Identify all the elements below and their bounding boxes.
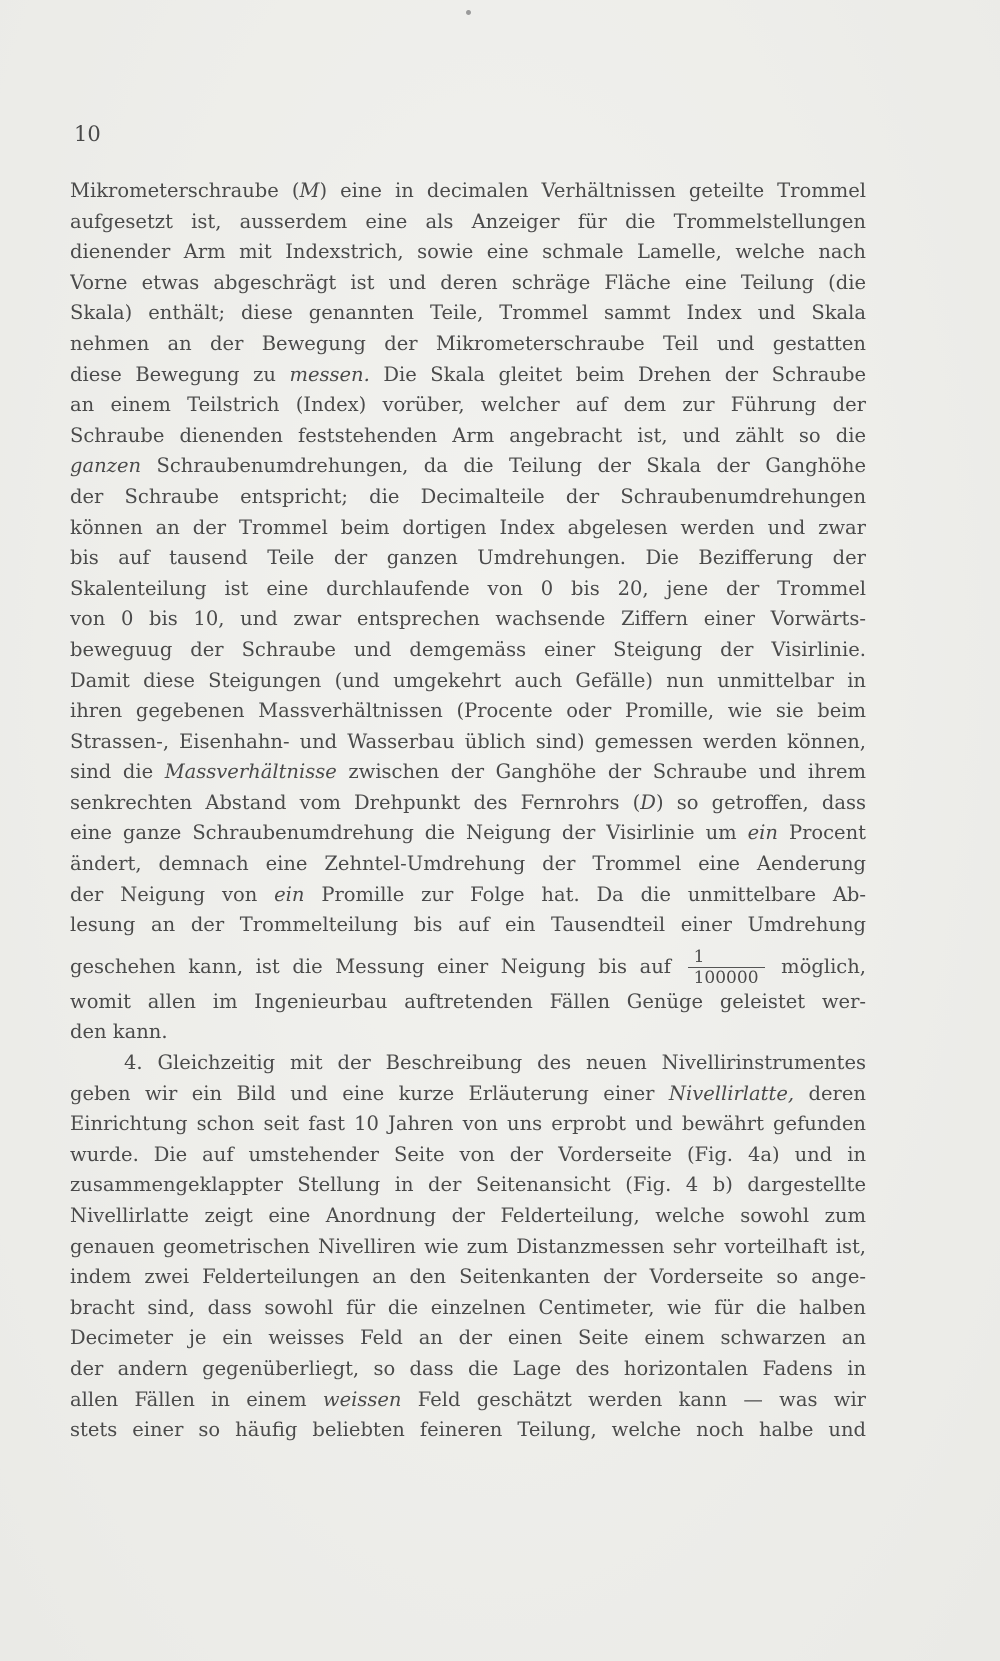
text-run: 4. Gleichzeitig mit der Beschreibung des neuen Nivellirinstrumentes — [124, 1051, 866, 1075]
italic-text: messen. — [289, 362, 370, 386]
text-run: der Schraube entspricht; die Decimalteile der Schraubenumdrehungen — [70, 484, 866, 508]
text-run: Decimeter je ein weisses Feld an der einen Seite einem schwarzen an — [70, 1326, 866, 1350]
text-run: ) so getroffen, dass — [655, 790, 866, 814]
text-line — [70, 666, 866, 697]
text-run: deren — [794, 1081, 866, 1105]
italic-text: Massverhältnisse — [164, 760, 337, 784]
text-line — [70, 910, 866, 941]
text-run: sind die — [70, 760, 165, 784]
italic-text: ein — [274, 882, 305, 906]
text-run: genauen geometrischen Nivelliren wie zum Distanzmessen sehr vorteilhaft ist, — [70, 1234, 866, 1258]
text-run: Feld geschätzt werden kann — was wir — [401, 1387, 866, 1411]
text-run: Mikrometerschraube ( — [70, 179, 300, 202]
text-line — [70, 818, 866, 849]
ink-dot — [466, 10, 471, 15]
text-run: Strassen-, Eisenhahn- und Wasserbau üblich sind) gemessen werden können, — [70, 729, 866, 753]
text-run: senkrechten Abstand vom Drehpunkt des Fernrohrs ( — [70, 790, 641, 814]
text-line — [70, 788, 866, 819]
text-run: diese Bewegung zu — [70, 362, 290, 386]
text-line — [70, 1262, 866, 1293]
text-line — [70, 390, 866, 421]
text-line — [70, 1415, 866, 1446]
text-line — [70, 987, 866, 1018]
text-run: Damit diese Steigungen (und umgekehrt auch Gefälle) nun unmittelbar in — [70, 668, 866, 692]
text-run: stets einer so häufig beliebten feineren Teilung, welche noch halbe und — [70, 1418, 866, 1442]
text-line — [70, 207, 866, 238]
text-line — [70, 176, 866, 207]
text-line — [70, 1048, 866, 1079]
text-line — [70, 757, 866, 788]
text-run: können an der Trommel beim dortigen Index abgelesen werden und zwar — [70, 515, 866, 539]
text-line — [70, 604, 866, 635]
text-run: geben wir ein Bild und eine kurze Erläuterung einer — [70, 1081, 669, 1105]
text-run: dienender Arm mit Indexstrich, sowie eine schmale Lamelle, welche nach — [70, 240, 866, 264]
text-line — [70, 513, 866, 544]
text-run: zusammengeklappter Stellung in der Seitenansicht (Fig. 4 b) dargestellte — [70, 1173, 866, 1197]
text-line — [70, 941, 866, 987]
text-line — [70, 1385, 866, 1416]
text-line — [70, 237, 866, 268]
text-run: Promille zur Folge hat. Da die unmittelbare Ab- — [304, 882, 866, 906]
text-run: bis auf tausend Teile der ganzen Umdrehungen. Die Bezifferung der — [70, 546, 866, 570]
page-number: 10 — [74, 122, 101, 146]
fraction-denominator: 100000 — [693, 967, 759, 987]
text-line — [70, 727, 866, 758]
text-line — [70, 1017, 866, 1048]
text-run: Skala) enthält; diese genannten Teile, Trommel sammt Index und Skala — [70, 301, 866, 325]
text-line — [70, 268, 866, 299]
text-line — [70, 1293, 866, 1324]
text-line — [70, 451, 866, 482]
text-run: lesung an der Trommelteilung bis auf ein Tausendteil einer Umdrehung — [70, 913, 866, 937]
text-run: bracht sind, dass sowohl für die einzelnen Centimeter, wie für die halben — [70, 1295, 866, 1319]
text-run: an einem Teilstrich (Index) vorüber, welcher auf dem zur Führung der — [70, 393, 866, 417]
text-line — [70, 1140, 866, 1171]
text-run: ihren gegebenen Massverhältnissen (Procente oder Promille, wie sie beim — [70, 699, 866, 723]
text-run: Einrichtung schon seit fast 10 Jahren von uns erprobt und bewährt gefunden — [70, 1112, 866, 1136]
text-run: womit allen im Ingenieurbau auftretenden Fällen Genüge geleistet wer- — [70, 989, 866, 1013]
italic-text: ein — [747, 821, 778, 845]
text-run: von 0 bis 10, und zwar entsprechen wachsende Ziffern einer Vorwärts- — [70, 607, 866, 631]
text-run: zwischen der Ganghöhe der Schraube und ihrem — [336, 760, 866, 784]
text-run: aufgesetzt ist, ausserdem eine als Anzeiger für die Trommelstellungen — [70, 209, 866, 233]
body-text — [70, 176, 866, 1446]
text-run: indem zwei Felderteilungen an den Seitenkanten der Vorderseite so ange- — [70, 1265, 866, 1289]
text-line — [70, 298, 866, 329]
text-line — [70, 696, 866, 727]
text-line — [70, 1323, 866, 1354]
italic-text: weissen — [322, 1387, 402, 1411]
fraction-numerator: 1 — [688, 947, 765, 968]
text-line — [70, 1109, 866, 1140]
text-run: Procent — [777, 821, 866, 845]
text-line — [70, 421, 866, 452]
text-run: ändert, demnach eine Zehntel-Umdrehung der Trommel eine Aenderung — [70, 852, 866, 876]
text-run: wurde. Die auf umstehender Seite von der Vorderseite (Fig. 4a) und in — [70, 1142, 866, 1166]
text-run: Vorne etwas abgeschrägt ist und deren schräge Fläche eine Teilung (die — [70, 270, 866, 294]
text-line — [70, 635, 866, 666]
text-run: Schraube dienenden feststehenden Arm angebracht ist, und zählt so die — [70, 423, 866, 447]
text-run: Die Skala gleitet beim Drehen der Schraube — [369, 362, 866, 386]
text-run: eine ganze Schraubenumdrehung die Neigung der Visirlinie um — [70, 821, 748, 845]
text-line — [70, 360, 866, 391]
text-run: möglich, — [768, 954, 866, 978]
text-line — [70, 574, 866, 605]
text-run: Schraubenumdrehungen, da die Teilung der Skala der Ganghöhe — [141, 454, 866, 478]
text-line — [70, 482, 866, 513]
italic-text: M — [299, 179, 320, 202]
text-line — [70, 1170, 866, 1201]
fraction — [688, 947, 765, 987]
text-line — [70, 849, 866, 880]
text-line — [70, 543, 866, 574]
italic-text: ganzen — [70, 454, 142, 478]
italic-text: D — [640, 790, 656, 814]
text-line — [70, 329, 866, 360]
text-run: geschehen kann, ist die Messung einer Neigung bis auf — [70, 954, 684, 978]
text-run: Skalenteilung ist eine durchlaufende von 0 bis 20, jene der Trommel — [70, 576, 866, 600]
text-run: beweguug der Schraube und demgemäss einer Steigung der Visirlinie. — [70, 637, 866, 661]
text-line — [70, 1232, 866, 1263]
text-line — [70, 880, 866, 911]
text-line — [70, 1079, 866, 1110]
text-run: ) eine in decimalen Verhältnissen geteilte Trommel — [319, 179, 866, 202]
text-run: der andern gegenüberliegt, so dass die Lage des horizontalen Fadens in — [70, 1356, 866, 1380]
text-run: der Neigung von — [70, 882, 275, 906]
italic-text: Nivellirlatte, — [668, 1081, 795, 1105]
text-run: Nivellirlatte zeigt eine Anordnung der Felderteilung, welche sowohl zum — [70, 1204, 866, 1227]
text-line — [70, 1201, 866, 1232]
text-run: nehmen an der Bewegung der Mikrometerschraube Teil und gestatten — [70, 331, 866, 355]
text-line — [70, 1354, 866, 1385]
text-run: allen Fällen in einem — [70, 1387, 323, 1411]
text-run: den kann. — [70, 1020, 168, 1044]
